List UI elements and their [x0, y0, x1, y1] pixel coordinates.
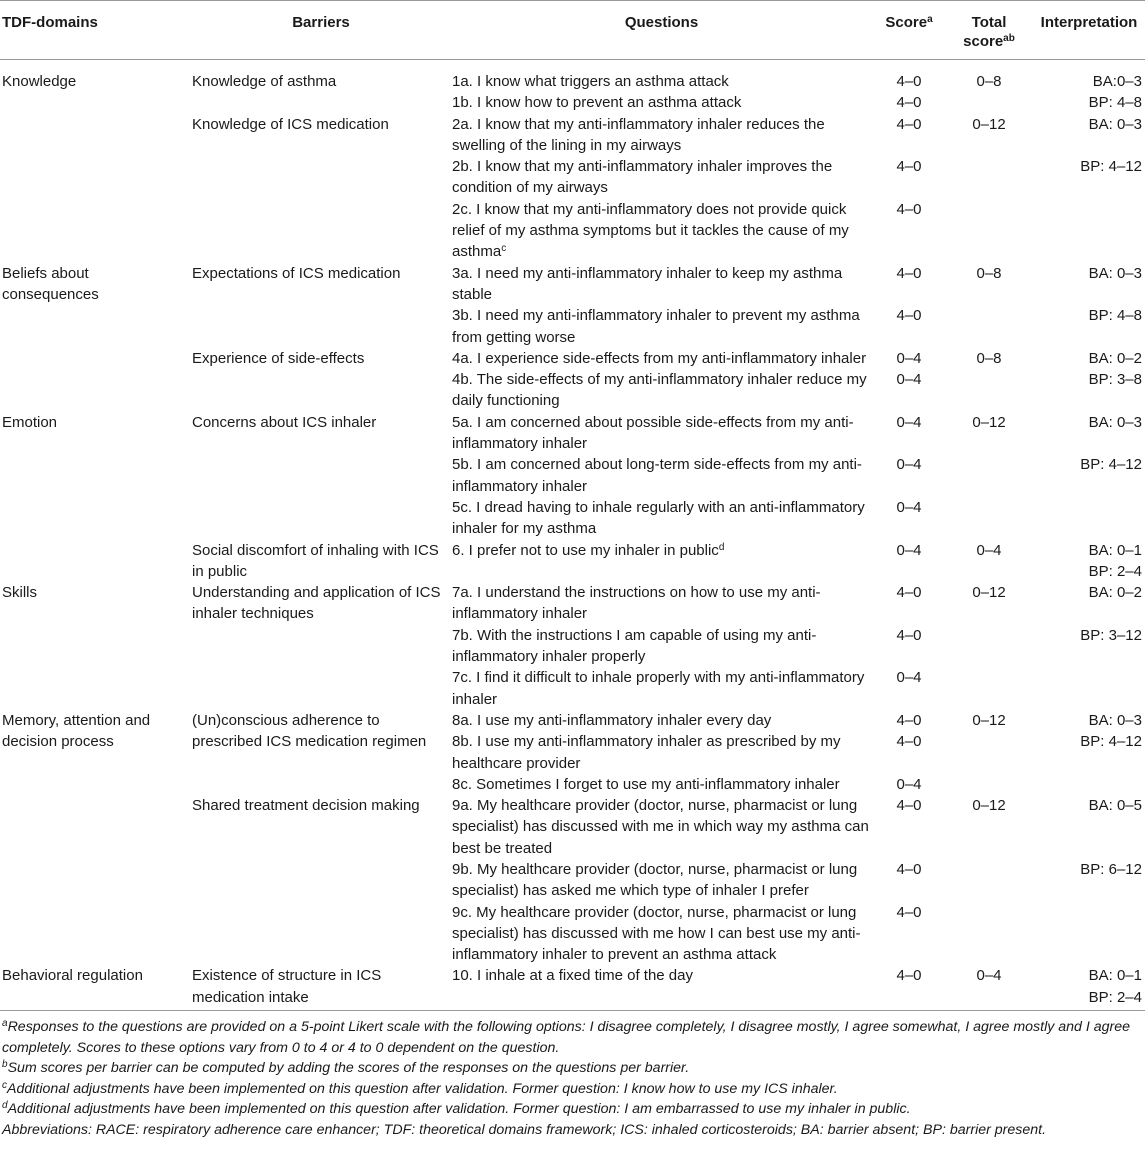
score-cell: 4–0 — [896, 264, 922, 282]
domain-cell — [0, 497, 192, 540]
score-cell: 4–0 — [896, 797, 922, 815]
question-text: 2a. I know that my anti-inflammatory inhaler reduces the swelling of the lining in my airways — [452, 115, 825, 154]
question-text: 7b. With the instructions I am capable of using my anti-inflammatory inhaler properly — [452, 626, 817, 666]
score-cell: 0–4 — [896, 775, 922, 793]
interpretation-cell — [1033, 902, 1145, 966]
barrier-cell — [192, 667, 450, 710]
interpretation-text: BP: 4–12 — [1080, 733, 1142, 751]
score-cell: 4–0 — [896, 711, 922, 729]
score-cell: 0–4 — [896, 413, 922, 431]
header-questions: Questions — [450, 1, 873, 60]
question-text: 7c. I find it difficult to inhale properly with my anti-inflammatory inhaler — [452, 669, 865, 708]
question-cell — [450, 412, 873, 455]
domain-cell — [0, 305, 192, 348]
interpretation-text: BA: 0–1 — [1088, 541, 1142, 559]
question-cell — [450, 667, 873, 710]
score-cell: 4–0 — [896, 94, 922, 112]
question-cell — [450, 902, 873, 966]
score-cell: 4–0 — [896, 733, 922, 751]
domain-cell — [0, 795, 192, 859]
interpretation-cell — [1033, 412, 1145, 455]
barrier-cell: Understanding and application of ICS inhaler techniques — [192, 584, 441, 623]
interpretation-text: BA: 0–2 — [1088, 584, 1142, 602]
footnote — [2, 1017, 1143, 1058]
total-score-cell: 0–12 — [972, 711, 1006, 729]
question-cell — [450, 859, 873, 902]
table-row — [0, 902, 1145, 966]
table-row — [0, 114, 1145, 157]
interpretation-text: BP: 6–12 — [1080, 860, 1142, 878]
question-text: 9b. My healthcare provider (doctor, nurse, pharmacist or lung specialist) has asked me which type of inhaler I prefer — [452, 860, 858, 900]
domain-cell — [0, 667, 192, 710]
score-cell: 4–0 — [896, 307, 922, 325]
barrier-cell — [192, 859, 450, 902]
barrier-cell — [192, 774, 450, 795]
interpretation-cell — [1033, 774, 1145, 795]
interpretation-text: BP: 4–8 — [1088, 307, 1142, 325]
score-cell: 4–0 — [896, 860, 922, 878]
table-row — [0, 60, 1145, 93]
table-row — [0, 305, 1145, 348]
barrier-cell: (Un)conscious adherence to prescribed ICS medication regimen — [192, 711, 427, 751]
interpretation-cell — [1033, 263, 1145, 306]
header-score-label: Score — [885, 14, 928, 31]
domain-cell — [0, 114, 192, 157]
question-cell — [450, 965, 873, 1010]
interpretation-text: BP: 4–12 — [1080, 456, 1142, 474]
score-cell: 0–4 — [896, 541, 922, 559]
score-cell: 4–0 — [896, 158, 922, 176]
interpretation-text: BA: 0–5 — [1088, 797, 1142, 815]
table-row — [0, 156, 1145, 199]
total-score-cell — [945, 902, 1033, 966]
footnote — [2, 1099, 1143, 1120]
question-cell — [450, 795, 873, 859]
header-interpretation: Interpretation — [1033, 1, 1145, 60]
header-total-score — [945, 1, 1033, 60]
score-cell: 4–0 — [873, 965, 945, 1010]
question-text: 4b. The side-effects of my anti-inflammatory inhaler reduce my daily functioning — [452, 371, 867, 410]
score-cell: 0–4 — [896, 498, 922, 516]
barrier-cell — [192, 902, 450, 966]
question-text: 8c. Sometimes I forget to use my anti-inflammatory inhaler — [452, 775, 840, 793]
interpretation-text: BP: 3–8 — [1088, 371, 1142, 389]
footnote-text: Sum scores per barrier can be computed by adding the scores of the responses on the questions per barrier. — [7, 1060, 690, 1077]
question-cell — [450, 710, 873, 731]
barrier-cell: Knowledge of ICS medication — [192, 115, 389, 133]
total-score-cell — [945, 199, 1033, 263]
footnote-marker: d — [2, 1100, 8, 1112]
domain-cell — [0, 454, 192, 497]
interpretation-cell — [1033, 348, 1145, 369]
barrier-cell — [192, 92, 450, 113]
header-total-line2: score — [963, 33, 1004, 50]
footnote-text: Responses to the questions are provided on a 5-point Likert scale with the following options: I disagree completely, I disagree mostly, I agree somewhat, I agree mostly and I agree completely. Scores to these options vary from 0 to 4 or 4 to 0 dependent on the question. — [2, 1019, 1131, 1056]
interpretation-cell — [1033, 497, 1145, 540]
table-row — [0, 795, 1145, 859]
barrier-cell: Shared treatment decision making — [192, 797, 420, 815]
barrier-cell — [192, 625, 450, 668]
interpretation-cell — [1033, 305, 1145, 348]
question-text: 5b. I am concerned about long-term side-effects from my anti-inflammatory inhaler — [452, 456, 862, 495]
barrier-cell: Existence of structure in ICS medication intake — [192, 965, 450, 1010]
score-cell: 4–0 — [896, 626, 922, 644]
table-row — [0, 774, 1145, 795]
total-score-cell: 0–12 — [972, 115, 1006, 133]
total-score-cell: 0–8 — [976, 73, 1002, 90]
interpretation-cell — [1033, 114, 1145, 157]
barrier-cell — [192, 305, 450, 348]
header-total-footnote-marker: ab — [1003, 33, 1015, 44]
interpretation-cell — [1033, 454, 1145, 497]
interpretation-cell — [1033, 60, 1145, 93]
domain-cell: Beliefs about consequences — [2, 264, 99, 303]
domain-cell — [0, 859, 192, 902]
total-score-cell — [945, 454, 1033, 497]
total-score-cell: 0–4 — [945, 965, 1033, 1010]
question-text: 9a. My healthcare provider (doctor, nurse, pharmacist or lung specialist) has discussed with me in which way my asthma can best be treated — [452, 797, 869, 857]
question-cell — [450, 114, 873, 157]
footnote — [2, 1120, 1143, 1141]
score-cell: 0–4 — [896, 349, 922, 367]
domain-cell: Skills — [2, 584, 38, 602]
table-row — [0, 263, 1145, 306]
header-score — [873, 1, 945, 60]
question-text: 6. I prefer not to use my inhaler in public — [452, 541, 719, 559]
question-text: 5a. I am concerned about possible side-effects from my anti-inflammatory inhaler — [452, 413, 854, 453]
question-cell — [450, 625, 873, 668]
barrier-cell — [192, 369, 450, 412]
table-row — [0, 412, 1145, 455]
table-row — [0, 348, 1145, 369]
interpretation-text: BA: 0–3 — [1088, 711, 1142, 729]
interpretation-cell — [1033, 710, 1145, 731]
domain-cell: Behavioral regulation — [0, 965, 192, 1010]
domain-cell — [0, 156, 192, 199]
footnote-marker: d — [718, 541, 725, 553]
table-row — [0, 92, 1145, 113]
question-cell — [450, 774, 873, 795]
table-row — [0, 710, 1145, 731]
footnote-text: Abbreviations: RACE: respiratory adherence care enhancer; TDF: theoretical domains framework; ICS: inhaled corticosteroids; BA: barrier absent; BP: barrier present. — [2, 1121, 1047, 1138]
interpretation-text: BA: 0–2 — [1088, 349, 1142, 367]
total-score-cell: 0–4 — [976, 541, 1002, 559]
question-text: 4a. I experience side-effects from my anti-inflammatory inhaler — [452, 349, 867, 367]
interpretation-cell — [1033, 582, 1145, 625]
question-cell — [450, 199, 873, 263]
barrier-cell — [192, 199, 450, 263]
footnote-text: Additional adjustments have been implemented on this question after validation. Former question: I am embarrassed to use my inhaler in public. — [7, 1101, 911, 1118]
table-row — [0, 199, 1145, 263]
table-row — [0, 667, 1145, 710]
score-cell: 0–4 — [896, 456, 922, 474]
question-cell — [450, 156, 873, 199]
footnotes — [0, 1011, 1145, 1140]
header-total-line1: Total — [971, 14, 1007, 31]
question-text: 7a. I understand the instructions on how to use my anti-inflammatory inhaler — [452, 584, 821, 623]
table-row — [0, 369, 1145, 412]
interpretation-cell — [1033, 540, 1145, 583]
question-cell — [450, 731, 873, 774]
domain-cell — [0, 199, 192, 263]
footnote-marker: c — [2, 1079, 7, 1091]
score-cell: 4–0 — [896, 200, 922, 218]
header-score-footnote-marker: a — [927, 14, 933, 25]
score-cell: 4–0 — [896, 73, 922, 90]
question-text: 1b. I know how to prevent an asthma attack — [452, 94, 742, 112]
table-row — [0, 582, 1145, 625]
domain-cell: Knowledge — [2, 73, 77, 90]
question-cell — [450, 369, 873, 412]
question-text: 1a. I know what triggers an asthma attack — [452, 73, 729, 90]
interpretation-cell — [1033, 667, 1145, 710]
barrier-cell — [192, 454, 450, 497]
footnote — [2, 1079, 1143, 1100]
question-text: 3a. I need my anti-inflammatory inhaler to keep my asthma stable — [452, 264, 843, 303]
table-row — [0, 965, 1145, 1010]
domain-cell — [0, 369, 192, 412]
question-text: 9c. My healthcare provider (doctor, nurse, pharmacist or lung specialist) has discussed with me how I can best use my anti-inflammatory inhaler to prevent an asthma attack — [452, 903, 861, 964]
total-score-cell: 0–12 — [972, 584, 1006, 602]
footnote-text: Additional adjustments have been implemented on this question after validation. Former question: I know how to use my ICS inhaler. — [7, 1080, 838, 1097]
question-cell — [450, 497, 873, 540]
interpretation-cell — [1033, 965, 1145, 1010]
domain-cell — [0, 902, 192, 966]
interpretation-text: BP: 4–12 — [1080, 158, 1142, 176]
interpretation-text: BP: 3–12 — [1080, 626, 1142, 644]
question-cell — [450, 60, 873, 93]
table-row — [0, 497, 1145, 540]
total-score-cell — [945, 305, 1033, 348]
total-score-cell — [945, 731, 1033, 774]
footnote — [2, 1058, 1143, 1079]
interpretation-cell — [1033, 92, 1145, 113]
table-body — [0, 60, 1145, 1011]
interpretation-text: BA:0–3 — [1092, 73, 1142, 90]
question-cell — [450, 348, 873, 369]
barrier-cell: Experience of side-effects — [192, 349, 365, 367]
question-text: 2b. I know that my anti-inflammatory inhaler improves the condition of my airways — [452, 158, 833, 197]
interpretation-text-secondary: BP: 2–4 — [1088, 988, 1142, 1006]
barrier-cell: Concerns about ICS inhaler — [192, 413, 377, 431]
table-header — [0, 1, 1145, 60]
score-cell: 4–0 — [896, 903, 922, 921]
total-score-cell — [945, 859, 1033, 902]
domain-cell — [0, 92, 192, 113]
question-text: 2c. I know that my anti-inflammatory does not provide quick relief of my asthma symptoms but it tackles the cause of my asthma — [452, 200, 849, 261]
footnote-marker: a — [2, 1018, 8, 1030]
score-cell: 0–4 — [896, 371, 922, 389]
barrier-cell: Social discomfort of inhaling with ICS in public — [192, 541, 439, 580]
domain-cell: Memory, attention and decision process — [2, 711, 151, 751]
table-row — [0, 625, 1145, 668]
total-score-cell — [945, 667, 1033, 710]
barrier-cell — [192, 497, 450, 540]
total-score-cell — [945, 497, 1033, 540]
score-cell: 0–4 — [896, 669, 922, 687]
interpretation-text-secondary: BP: 2–4 — [1088, 562, 1142, 580]
score-cell: 4–0 — [896, 584, 922, 602]
footnote-marker: b — [2, 1059, 8, 1071]
interpretation-cell — [1033, 625, 1145, 668]
question-cell — [450, 263, 873, 306]
domain-cell — [0, 540, 192, 583]
table-row — [0, 859, 1145, 902]
interpretation-cell — [1033, 369, 1145, 412]
barrier-cell: Knowledge of asthma — [192, 73, 337, 90]
interpretation-text: BA: 0–3 — [1088, 264, 1142, 282]
interpretation-cell — [1033, 795, 1145, 859]
question-text: 5c. I dread having to inhale regularly with an anti-inflammatory inhaler for my asthma — [452, 498, 865, 538]
total-score-cell — [945, 92, 1033, 113]
question-text: 8a. I use my anti-inflammatory inhaler every day — [452, 711, 772, 729]
question-text: 8b. I use my anti-inflammatory inhaler as prescribed by my healthcare provider — [452, 733, 841, 772]
question-cell — [450, 540, 873, 583]
barrier-cell — [192, 156, 450, 199]
total-score-cell: 0–12 — [972, 797, 1006, 815]
total-score-cell — [945, 625, 1033, 668]
interpretation-text: BP: 4–8 — [1088, 94, 1142, 112]
domain-cell — [0, 774, 192, 795]
question-text: 3b. I need my anti-inflammatory inhaler to prevent my asthma from getting worse — [452, 307, 860, 346]
interpretation-cell — [1033, 731, 1145, 774]
footnote-marker: c — [501, 243, 507, 255]
barrier-cell: Expectations of ICS medication — [192, 264, 401, 282]
score-cell: 4–0 — [896, 115, 922, 133]
interpretation-text: BA: 0–3 — [1088, 413, 1142, 431]
header-barriers: Barriers — [192, 1, 450, 60]
domain-cell: Emotion — [2, 413, 58, 431]
total-score-cell — [945, 156, 1033, 199]
domain-cell — [0, 348, 192, 369]
total-score-cell: 0–8 — [976, 349, 1002, 367]
total-score-cell — [945, 774, 1033, 795]
interpretation-text: BA: 0–1 — [1088, 967, 1142, 985]
interpretation-text: BA: 0–3 — [1088, 115, 1142, 133]
interpretation-cell — [1033, 859, 1145, 902]
question-cell — [450, 582, 873, 625]
table-row — [0, 454, 1145, 497]
header-domains: TDF-domains — [0, 1, 192, 60]
question-cell — [450, 92, 873, 113]
interpretation-cell — [1033, 199, 1145, 263]
total-score-cell — [945, 369, 1033, 412]
question-cell — [450, 305, 873, 348]
interpretation-cell — [1033, 156, 1145, 199]
total-score-cell: 0–12 — [972, 413, 1006, 431]
total-score-cell: 0–8 — [976, 264, 1002, 282]
table-row — [0, 540, 1145, 583]
question-text: 10. I inhale at a fixed time of the day — [452, 967, 693, 985]
question-cell — [450, 454, 873, 497]
domain-cell — [0, 625, 192, 668]
